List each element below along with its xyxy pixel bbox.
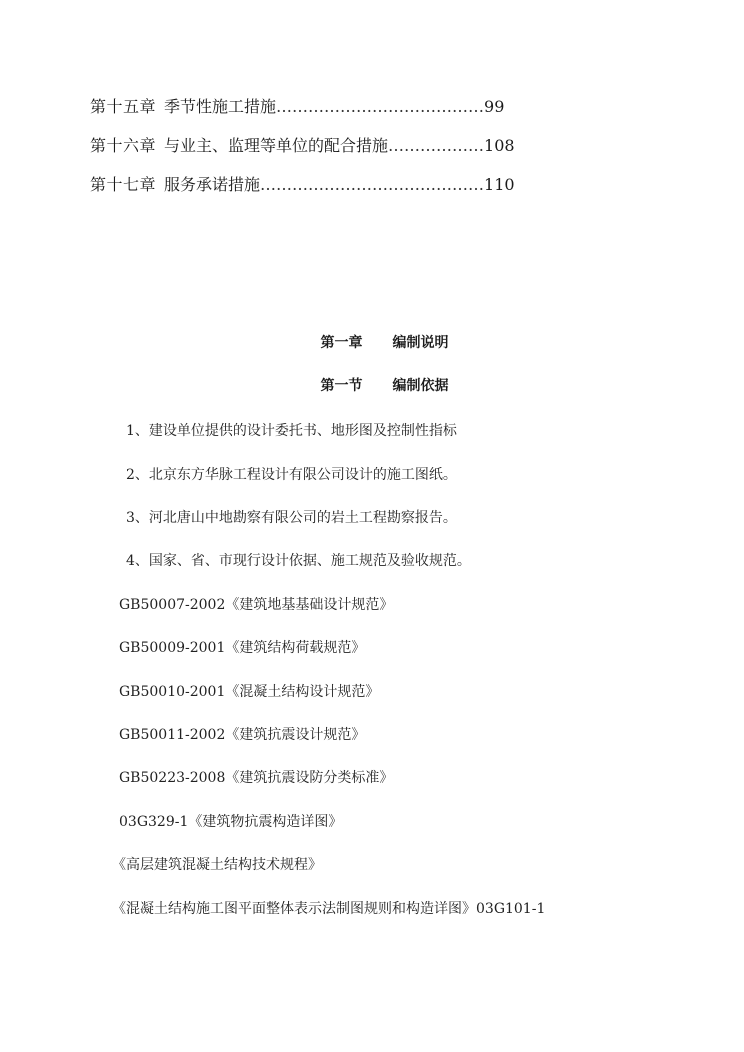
- reference-item: 《高层建筑混凝土结构技术规程》: [112, 857, 322, 873]
- toc-leader-dots: ……………………………………: [260, 175, 485, 194]
- toc-leader-dots: ………………: [388, 136, 485, 155]
- reference-item: 《混凝土结构施工图平面整体表示法制图规则和构造详图》03G101-1: [112, 901, 546, 917]
- standard-item: GB50011-2002《建筑抗震设计规范》: [119, 727, 366, 743]
- toc-entry[interactable]: [90, 175, 515, 195]
- standard-item: GB50009-2001《建筑结构荷载规范》: [119, 640, 366, 656]
- section-heading: [0, 377, 744, 395]
- toc-chapter-number: 第十七章: [90, 175, 157, 194]
- toc-entry[interactable]: [90, 97, 504, 117]
- toc-entry[interactable]: [90, 136, 515, 156]
- toc-chapter-number: 第十六章: [90, 136, 157, 155]
- toc-page-number: 108: [484, 136, 515, 155]
- basis-item: 1、建设单位提供的设计委托书、地形图及控制性指标: [126, 423, 457, 439]
- section-number: 第一节: [320, 378, 363, 394]
- standard-item: 03G329-1《建筑物抗震构造详图》: [119, 814, 343, 830]
- toc-chapter-title: 服务承诺措施: [164, 175, 261, 194]
- toc-page-number: 99: [484, 97, 505, 116]
- section-title: 编制依据: [392, 378, 449, 394]
- toc-page-number: 110: [484, 175, 515, 194]
- basis-item: 4、国家、省、市现行设计依据、施工规范及验收规范。: [126, 553, 471, 569]
- basis-item: 3、河北唐山中地勘察有限公司的岩土工程勘察报告。: [126, 510, 457, 526]
- chapter-title: 编制说明: [392, 335, 449, 351]
- toc-leader-dots: …………………………………: [276, 97, 485, 116]
- toc-chapter-title: 与业主、监理等单位的配合措施: [164, 136, 389, 155]
- toc-chapter-title: 季节性施工措施: [164, 97, 277, 116]
- standard-item: GB50007-2002《建筑地基基础设计规范》: [119, 597, 394, 613]
- standard-item: GB50010-2001《混凝土结构设计规范》: [119, 684, 380, 700]
- chapter-number: 第一章: [320, 335, 363, 351]
- toc-chapter-number: 第十五章: [90, 97, 157, 116]
- chapter-heading: [0, 334, 744, 352]
- standard-item: GB50223-2008《建筑抗震设防分类标准》: [119, 770, 394, 786]
- basis-item: 2、北京东方华脉工程设计有限公司设计的施工图纸。: [126, 467, 457, 483]
